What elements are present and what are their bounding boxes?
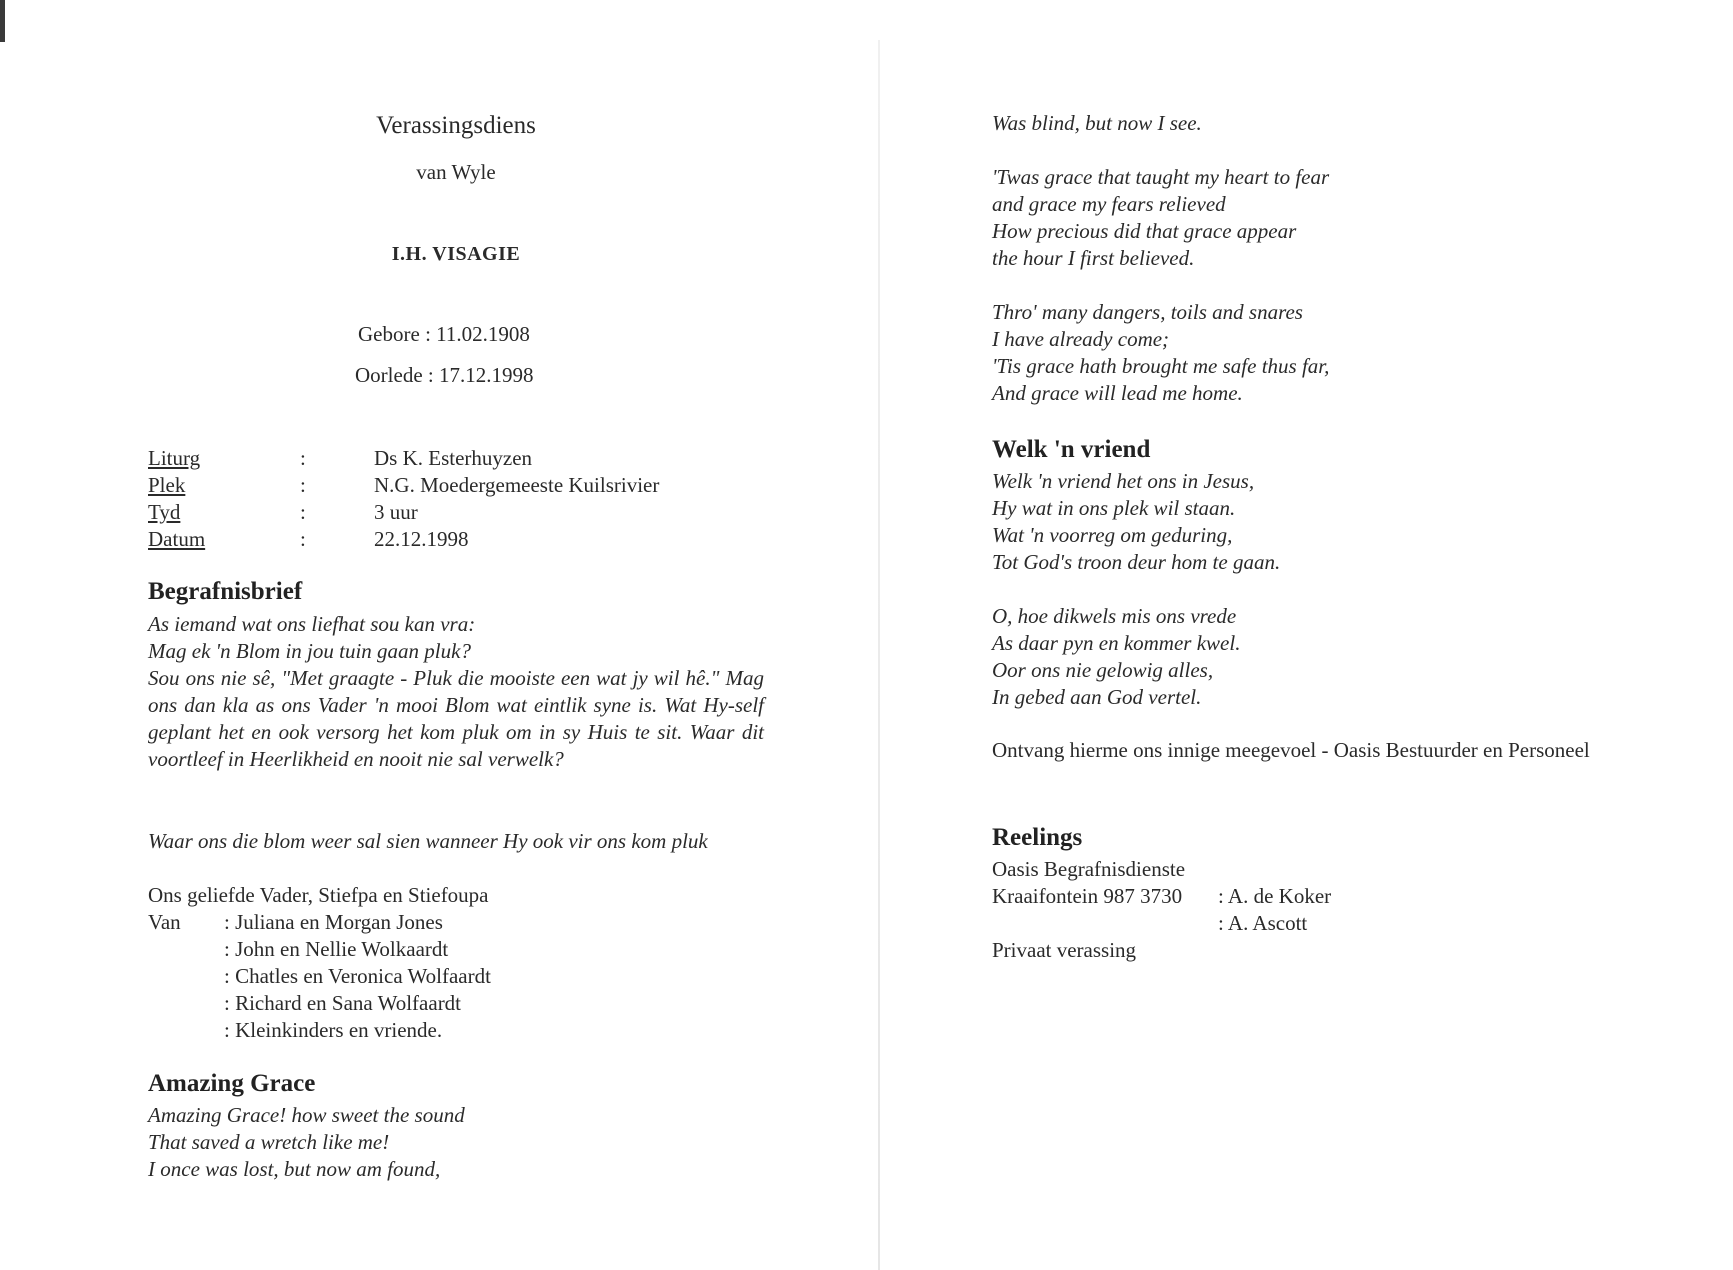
- detail-value: N.G. Moedergemeeste Kuilsrivier: [374, 473, 660, 497]
- reelings-contact-row: [992, 910, 1608, 937]
- detail-colon: :: [300, 527, 306, 551]
- reelings-contact: : A. Ascott: [1218, 911, 1308, 935]
- born-label: Gebore: [358, 322, 420, 346]
- hymn-line: 'Twas grace that taught my heart to fear: [992, 165, 1330, 189]
- hymn-line: That saved a wretch like me!: [148, 1130, 390, 1154]
- begrafnisbrief-heading: Begrafnisbrief: [148, 578, 303, 605]
- reelings-details: [992, 856, 1608, 964]
- detail-value: Ds K. Esterhuyzen: [374, 446, 533, 470]
- family-row: [148, 990, 764, 1017]
- reelings-phone-row: [992, 883, 1608, 910]
- begrafnisbrief-text: [148, 611, 764, 773]
- service-title: Verassingsdiens: [376, 112, 536, 139]
- service-details: [148, 445, 764, 553]
- reelings-phone: Kraaifontein 987 3730: [992, 884, 1183, 908]
- family-row: [148, 909, 764, 936]
- detail-colon: :: [300, 446, 306, 470]
- family-row: [148, 936, 764, 963]
- family-member: : Chatles en Veronica Wolfaardt: [224, 964, 491, 988]
- died-date: 17.12.1998: [438, 363, 534, 387]
- amazing-grace-continued: [992, 110, 1202, 137]
- welk-vriend-verse1: [992, 468, 1280, 576]
- deceased-name: I.H. VISAGIE: [391, 243, 521, 265]
- hymn-line: In gebed aan God vertel.: [992, 685, 1202, 709]
- from-label: Van: [148, 910, 181, 934]
- detail-label: Tyd: [148, 500, 181, 524]
- poem-line: As iemand wat ons liefhat sou kan vra:: [148, 612, 476, 636]
- hymn-line: Hy wat in ons plek wil staan.: [992, 496, 1236, 520]
- hymn-line: Tot God's troon deur hom te gaan.: [992, 550, 1281, 574]
- reelings-heading: Reelings: [992, 824, 1083, 851]
- born-date: 11.02.1908: [436, 322, 530, 346]
- family-row: [148, 963, 764, 990]
- scan-edge: [0, 0, 5, 42]
- died-label: Oorlede: [355, 363, 423, 387]
- condolence: [992, 737, 1608, 764]
- poem-line: Mag ek 'n Blom in jou tuin gaan pluk?: [148, 639, 471, 663]
- family-member: : John en Nellie Wolkaardt: [224, 937, 449, 961]
- hymn-line: Was blind, but now I see.: [992, 111, 1202, 135]
- hymn-line: Thro' many dangers, toils and snares: [992, 300, 1303, 324]
- begrafnisbrief-closing: Waar ons die blom weer sal sien wanneer Hy ook vir ons kom pluk: [148, 829, 708, 853]
- service-subtitle: van Wyle: [416, 160, 496, 184]
- welk-vriend-heading: Welk 'n vriend: [992, 436, 1151, 463]
- hymn-line: Oor ons nie gelowig alles,: [992, 658, 1214, 682]
- amazing-grace-heading: Amazing Grace: [148, 1070, 316, 1097]
- amazing-grace-verse2: [992, 164, 1329, 272]
- reelings-company: Oasis Begrafnisdienste: [992, 857, 1186, 881]
- hymn-line: Wat 'n voorreg om geduring,: [992, 523, 1233, 547]
- amazing-grace-verse1: [148, 1102, 465, 1183]
- detail-value: 3 uur: [374, 500, 418, 524]
- family-member: : Richard en Sana Wolfaardt: [224, 991, 462, 1015]
- hymn-line: Welk 'n vriend het ons in Jesus,: [992, 469, 1255, 493]
- detail-colon: :: [300, 500, 306, 524]
- family-row: [148, 1017, 764, 1044]
- detail-row: [148, 526, 764, 553]
- hymn-line: the hour I first believed.: [992, 246, 1195, 270]
- hymn-line: and grace my fears relieved: [992, 192, 1226, 216]
- detail-row: [148, 499, 764, 526]
- poem-paragraph: Sou ons nie sê, "Met graagte - Pluk die mooiste een wat jy wil hê." Mag ons dan kla as ons Vader 'n mooi Blom wat eintlik syne is. Wat Hy-self geplant het en ook versorg het kom pluk om in sy Huis te sit. Waar dit voortleef in Heerlikheid en nooit nie sal verwelk?: [148, 666, 764, 771]
- died-line: Oorlede : 17.12.1998: [355, 363, 534, 387]
- hymn-line: Amazing Grace! how sweet the sound: [148, 1103, 465, 1127]
- detail-row: [148, 445, 764, 472]
- family-member: : Juliana en Morgan Jones: [224, 910, 443, 934]
- family-intro: Ons geliefde Vader, Stiefpa en Stiefoupa: [148, 883, 489, 907]
- page-fold: [878, 40, 880, 1270]
- welk-vriend-verse2: [992, 603, 1240, 711]
- detail-row: [148, 472, 764, 499]
- detail-value: 22.12.1998: [374, 527, 469, 551]
- detail-colon: :: [300, 473, 306, 497]
- detail-label: Datum: [148, 527, 206, 551]
- condolence-text: Ontvang hierme ons innige meegevoel - Oasis Bestuurder en Personeel: [992, 738, 1590, 762]
- hymn-line: I once was lost, but now am found,: [148, 1157, 441, 1181]
- hymn-line: 'Tis grace hath brought me safe thus far,: [992, 354, 1330, 378]
- hymn-line: And grace will lead me home.: [992, 381, 1243, 405]
- reelings-contact: : A. de Koker: [1218, 884, 1332, 908]
- family-member: : Kleinkinders en vriende.: [224, 1018, 443, 1042]
- hymn-line: As daar pyn en kommer kwel.: [992, 631, 1241, 655]
- amazing-grace-verse3: [992, 299, 1329, 407]
- detail-label: Plek: [148, 473, 186, 497]
- hymn-line: I have already come;: [992, 327, 1170, 351]
- detail-label: Liturg: [148, 446, 201, 470]
- hymn-line: How precious did that grace appear: [992, 219, 1297, 243]
- family-list: [148, 909, 764, 1044]
- reelings-note: Privaat verassing: [992, 938, 1137, 962]
- hymn-line: O, hoe dikwels mis ons vrede: [992, 604, 1237, 628]
- born-line: Gebore : 11.02.1908: [358, 322, 530, 346]
